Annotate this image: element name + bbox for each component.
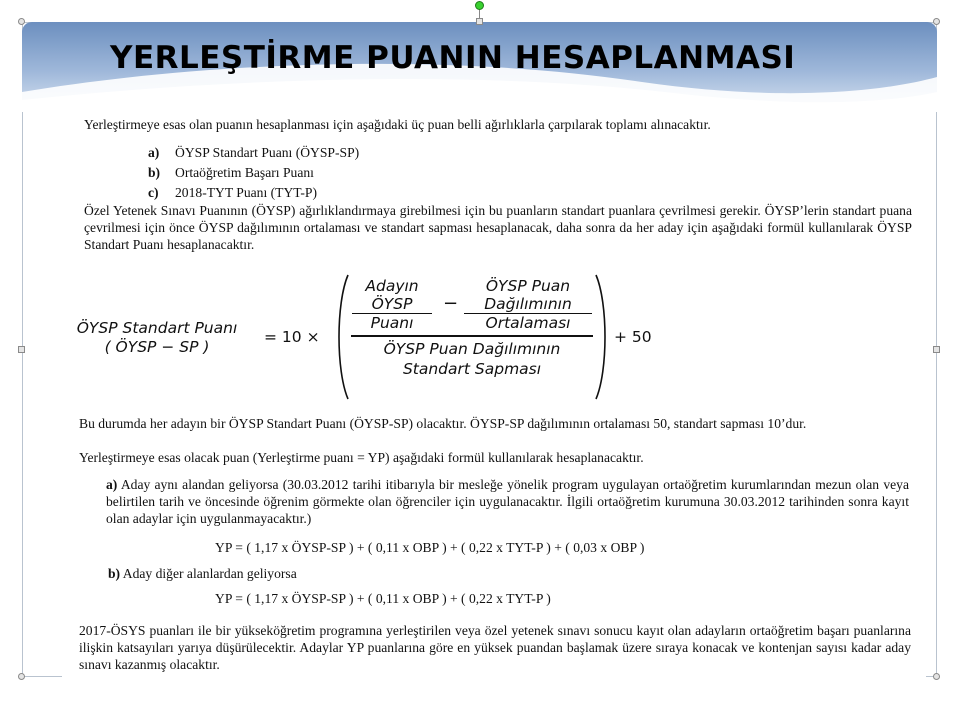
numerator-a-line3: Puanı (352, 313, 432, 332)
case-a-text: Aday aynı alandan geliyorsa (30.03.2012 tarihi itibarıyla bir mesleğe yönelik program uygulayan ortaöğretim kurumlarından mezun olan veya belirtilen tarih ve öncesinde öğrenim görmekte olan öğrenciler için uygulanacaktır. İlgili ortaöğretim kurumuna 30.03.2012 tarihinden sonra kayıt olan adaylar için uygulanmayacaktır.) (106, 477, 909, 526)
formula-left-side (62, 319, 252, 357)
case-a-paragraph (106, 476, 909, 527)
yp-intro-paragraph: Yerleştirmeye esas olacak puan (Yerleştirme puanı = YP) aşağıdaki formül kullanılarak hesaplanacaktır. (79, 450, 644, 465)
resize-handle-top-right[interactable] (933, 18, 940, 25)
resize-handle-left[interactable] (18, 346, 25, 353)
numerator-b-line2: Dağılımının (484, 295, 572, 313)
list-item-letter: c) (148, 185, 159, 200)
resize-handle-right[interactable] (933, 346, 940, 353)
resize-handle-top-left[interactable] (18, 18, 25, 25)
intro-paragraph: Yerleştirmeye esas olan puanın hesaplanması için aşağıdaki üç puan belli ağırlıklarla çarpılarak toplamı alınacaktır. (84, 117, 711, 132)
case-b-label: b) (108, 566, 121, 581)
document-image[interactable] (62, 108, 926, 683)
rotate-handle[interactable] (475, 1, 484, 10)
resize-handle-top[interactable] (476, 18, 483, 25)
list-item (148, 164, 314, 181)
closing-paragraph: 2017-ÖSYS puanları ile bir yükseköğretim programına yerleştirilen veya özel yetenek sınavı sonucu kayıt olan adayların ortaöğretim başarı puanlarına ilişkin katsayıları yarıya düşürülecektir. Adaylar YP puanlarına göre en yüksek puandan başlamak üzere sıraya konacak ve kontenjan sayısı kadar aday sınavı kazanmış olacaktır. (79, 623, 911, 672)
numerator-a-line1: Adayın (365, 277, 419, 295)
list-item-letter: a) (148, 145, 160, 160)
formula-left-line2: ( ÖYSP − SP ) (104, 338, 210, 356)
numerator-a-line2: ÖYSP (371, 295, 413, 313)
denominator-line2: Standart Sapması (402, 360, 542, 378)
formula-denominator (351, 339, 593, 379)
right-paren-icon (594, 273, 610, 401)
list-item-text: ÖYSP Standart Puanı (ÖYSP-SP) (175, 145, 360, 160)
formula-case-a: YP = ( 1,17 x ÖYSP-SP ) + ( 0,11 x OBP ) + ( 0,22 x TYT-P ) + ( 0,03 x OBP ) (215, 540, 645, 555)
formula-minus: − (443, 293, 459, 314)
formula-plus: + 50 (614, 328, 652, 346)
case-b-text: Aday diğer alanlardan geliyorsa (122, 566, 297, 581)
fraction-bar (351, 335, 593, 337)
formula-equals: = 10 × (264, 328, 320, 346)
list-item-text: 2018-TYT Puanı (TYT-P) (175, 185, 317, 200)
list-item-text: Ortaöğretim Başarı Puanı (175, 165, 314, 180)
case-b-paragraph (108, 565, 708, 582)
numerator-b-line3: Ortalaması (464, 313, 592, 332)
list-item (148, 144, 359, 161)
case-a-label: a) (106, 477, 118, 492)
formula-case-b: YP = ( 1,17 x ÖYSP-SP ) + ( 0,11 x OBP ) + ( 0,22 x TYT-P ) (215, 591, 551, 606)
denominator-line1: ÖYSP Puan Dağılımının (383, 340, 561, 358)
left-paren-icon (334, 273, 350, 401)
standard-score-paragraph: Özel Yetenek Sınavı Puanının (ÖYSP) ağırlıklandırmaya girebilmesi için bu puanların standart puanlara çevrilmesi gerekir. ÖYSP’lerin standart puana çevrilmesi için önce ÖYSP dağılımının ortalaması ve standart sapması hesaplanacak, daha sonra da her aday için aşağıdaki formül kullanılarak ÖYSP Standart Puanı hesaplanacaktır. (84, 203, 912, 252)
formula-left-line1: ÖYSP Standart Puanı (76, 319, 238, 337)
sp-mean-paragraph: Bu durumda her adayın bir ÖYSP Standart Puanı (ÖYSP-SP) olacaktır. ÖYSP-SP dağılımının ortalaması 50, standart sapması 10’dur. (79, 416, 807, 431)
numerator-b-line1: ÖYSP Puan (485, 277, 571, 295)
list-item-letter: b) (148, 165, 161, 180)
slide-title[interactable]: YERLEŞTİRME PUANIN HESAPLANMASI (110, 40, 796, 76)
list-item (148, 184, 317, 201)
formula-numerator-b (464, 277, 592, 332)
oysp-formula (62, 273, 762, 403)
formula-numerator-a (352, 277, 432, 332)
resize-handle-bottom-right[interactable] (933, 673, 940, 680)
resize-handle-bottom-left[interactable] (18, 673, 25, 680)
